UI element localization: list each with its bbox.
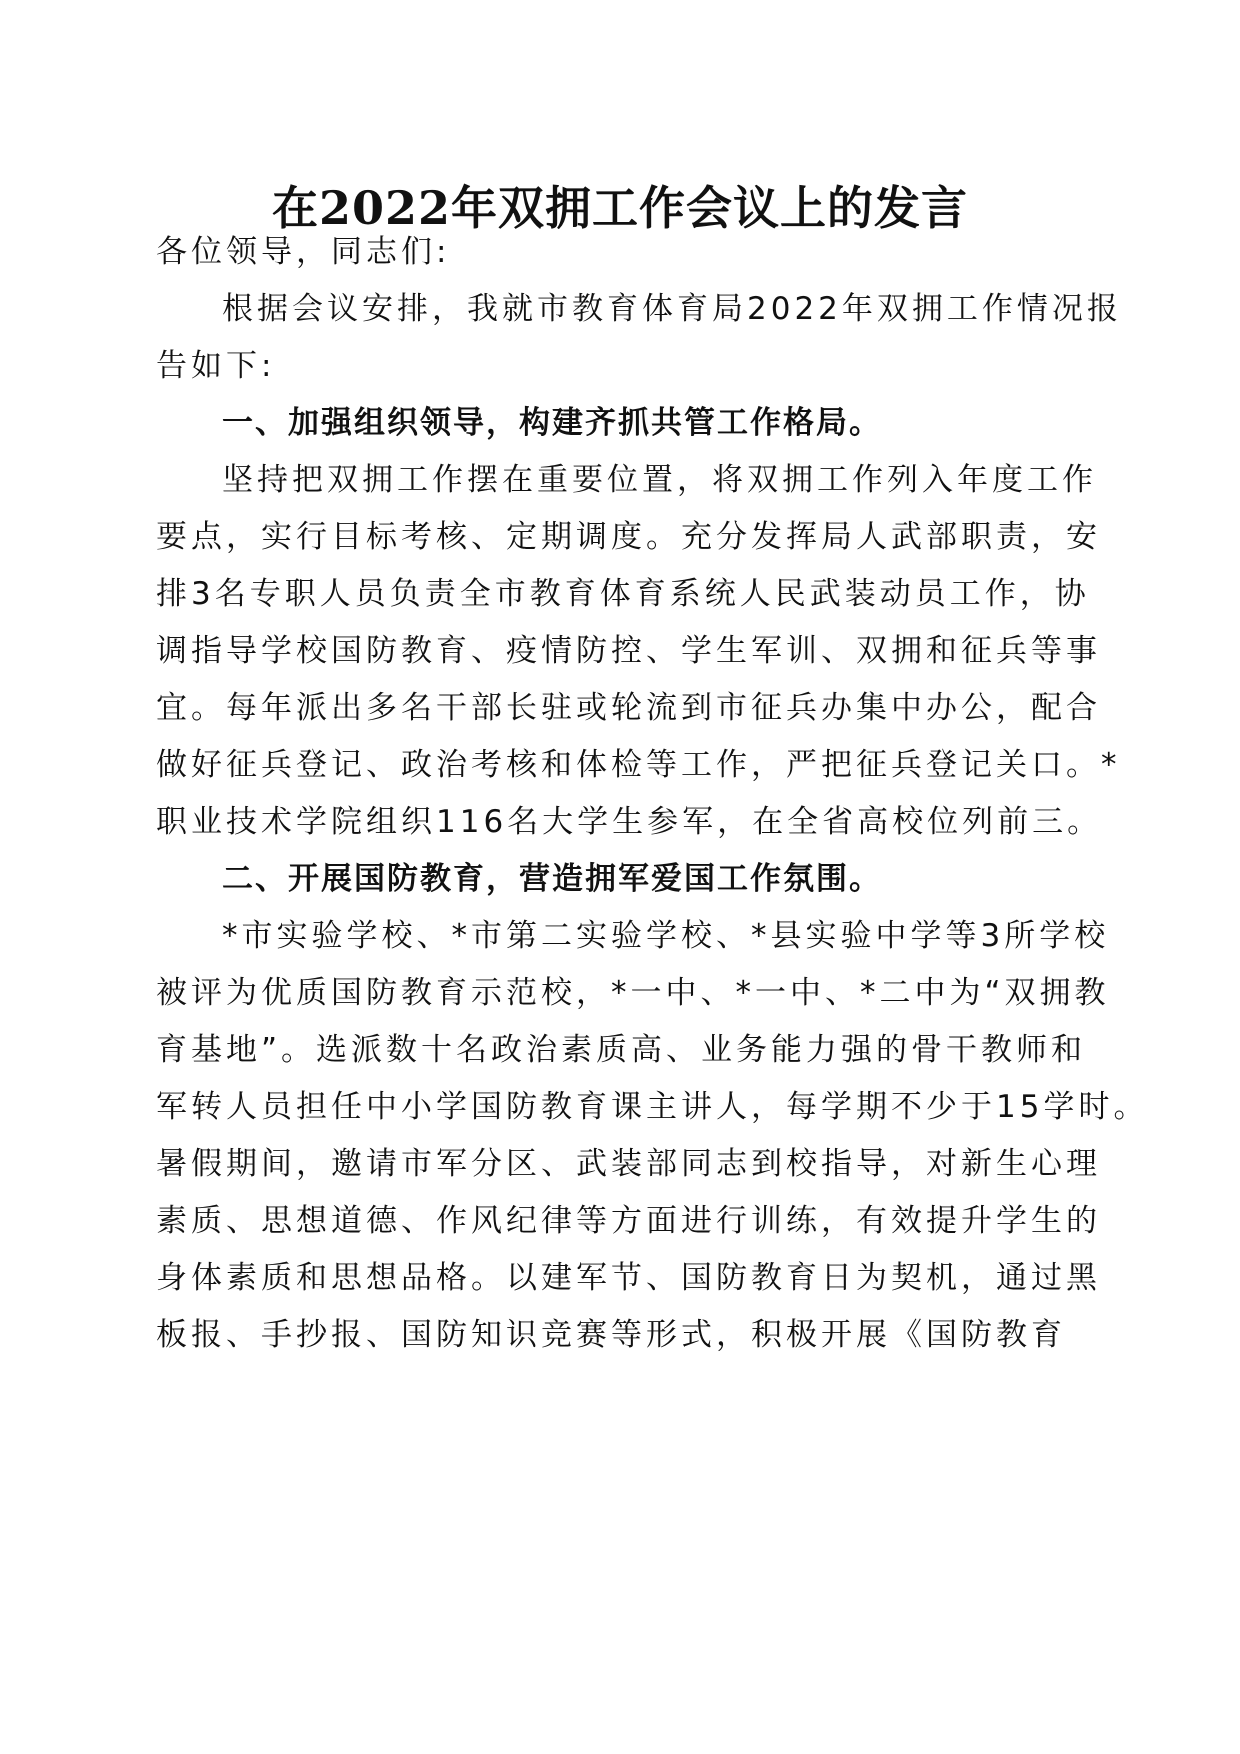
body-line: 调指导学校国防教育、疫情防控、学生军训、双拥和征兵等事 bbox=[156, 633, 1101, 669]
body-line: 告如下: bbox=[156, 348, 276, 384]
section-heading-1: 一、加强组织领导，构建齐抓共管工作格局。 bbox=[222, 405, 882, 441]
section-heading-2: 二、开展国防教育，营造拥军爱国工作氛围。 bbox=[222, 861, 882, 897]
salutation: 各位领导，同志们: bbox=[156, 234, 451, 270]
body-line: 身体素质和思想品格。以建军节、国防教育日为契机，通过黑 bbox=[156, 1260, 1101, 1296]
body-line: 被评为优质国防教育示范校，*一中、*一中、*二中为“双拥教 bbox=[156, 975, 1110, 1011]
body-line: 要点，实行目标考核、定期调度。充分发挥局人武部职责，安 bbox=[156, 519, 1101, 555]
body-line: 暑假期间，邀请市军分区、武装部同志到校指导，对新生心理 bbox=[156, 1146, 1101, 1182]
body-line: 育基地”。选派数十名政治素质高、业务能力强的骨干教师和 bbox=[156, 1032, 1087, 1068]
body-line: 宜。每年派出多名干部长驻或轮流到市征兵办集中办公，配合 bbox=[156, 690, 1101, 726]
document-title: 在2022年双拥工作会议上的发言 bbox=[271, 181, 969, 235]
body-line: *市实验学校、*市第二实验学校、*县实验中学等3所学校 bbox=[222, 918, 1110, 954]
body-line: 根据会议安排，我就市教育体育局2022年双拥工作情况报 bbox=[222, 291, 1122, 327]
body-line: 做好征兵登记、政治考核和体检等工作，严把征兵登记关口。* bbox=[156, 747, 1121, 783]
body-line: 职业技术学院组织116名大学生参军，在全省高校位列前三。 bbox=[156, 804, 1103, 840]
body-line: 坚持把双拥工作摆在重要位置，将双拥工作列入年度工作 bbox=[222, 462, 1097, 498]
body-line: 板报、手抄报、国防知识竞赛等形式，积极开展《国防教育 bbox=[156, 1317, 1066, 1353]
body-line: 军转人员担任中小学国防教育课主讲人，每学期不少于15学时。 bbox=[156, 1089, 1149, 1125]
body-line: 排3名专职人员负责全市教育体育系统人民武装动员工作，协 bbox=[156, 576, 1090, 612]
body-line: 素质、思想道德、作风纪律等方面进行训练，有效提升学生的 bbox=[156, 1203, 1101, 1239]
